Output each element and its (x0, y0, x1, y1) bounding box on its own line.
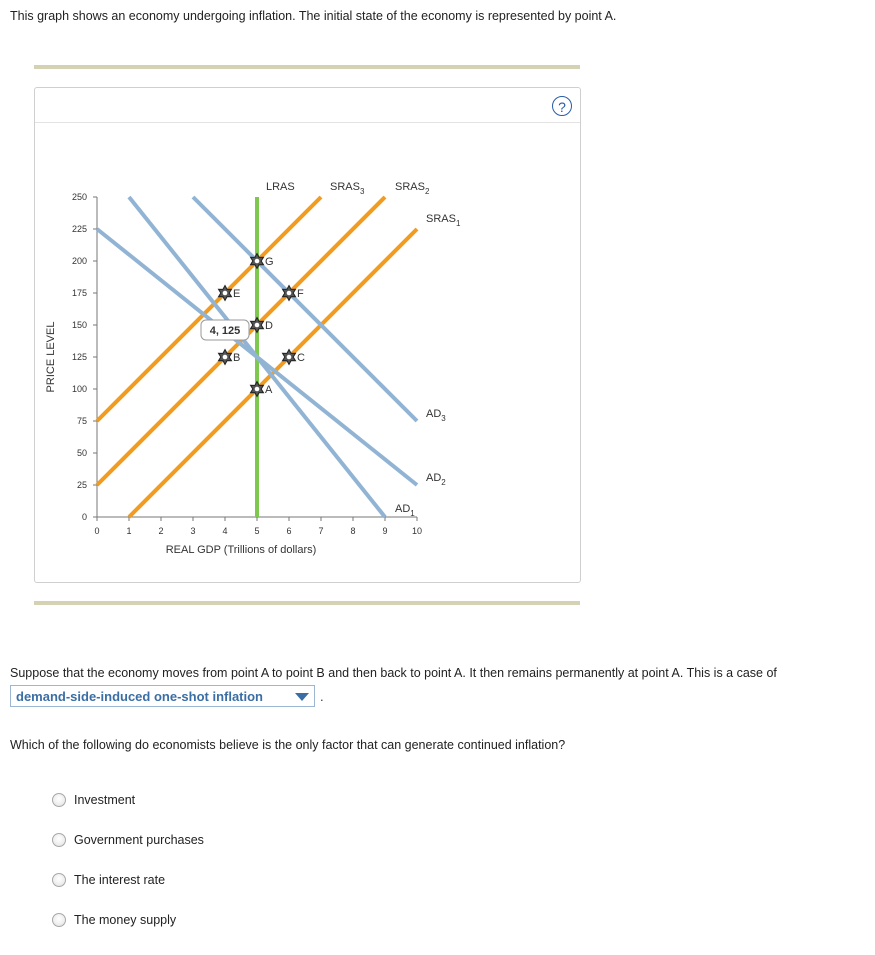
x-tick-label: 6 (286, 526, 292, 536)
x-tick-label: 8 (350, 526, 356, 536)
y-tick-label: 100 (71, 384, 87, 394)
x-tick-label: 2 (158, 526, 164, 536)
y-tick-label: 175 (71, 288, 87, 298)
x-tick-label: 10 (411, 526, 423, 536)
y-tick-label: 225 (71, 224, 87, 234)
point-a-label: A (265, 384, 273, 396)
y-tick-label: 0 (81, 512, 87, 522)
option-label: Government purchases (74, 833, 204, 847)
curve-sras3 (97, 197, 321, 421)
radio-government-purchases[interactable] (52, 833, 66, 847)
y-tick-label: 250 (71, 192, 87, 202)
x-tick-label: 3 (190, 526, 196, 536)
point-c-label: C (297, 352, 305, 364)
point-b-center (223, 355, 228, 360)
x-tick-label: 0 (94, 526, 100, 536)
x-tick-label: 1 (126, 526, 132, 536)
radio-interest-rate[interactable] (52, 873, 66, 887)
point-e-center (223, 291, 228, 296)
curve-sras2 (97, 197, 385, 485)
radio-investment[interactable] (52, 793, 66, 807)
label-lras: LRAS (266, 181, 295, 193)
label-sras3: $SRAS_3$ (330, 181, 365, 196)
label-sras1: $SRAS_1$ (426, 213, 461, 228)
question1-text: Suppose that the economy moves from point A to point B and then back to point A. It then remains permanently at point A. This is a case of (10, 666, 777, 680)
curve-ad3 (193, 197, 417, 421)
y-tick-label: 200 (71, 256, 87, 266)
option-label: The interest rate (74, 873, 166, 887)
x-tick-label: 5 (254, 526, 260, 536)
label-sras2: $SRAS_2$ (395, 181, 430, 196)
help-icon[interactable]: ? (552, 96, 572, 116)
intro-text: This graph shows an economy undergoing inflation. The initial state of the economy is represented by point A. (10, 9, 617, 23)
option-label: Investment (74, 793, 136, 807)
y-axis-label: PRICE LEVEL (45, 321, 57, 393)
chevron-down-icon (295, 693, 309, 701)
x-tick-label: 9 (382, 526, 388, 536)
point-a-center (255, 387, 260, 392)
dropdown-selected-value: demand-side-induced one-shot inflation (16, 689, 263, 704)
point-g-center (255, 259, 260, 264)
point-e-label: E (233, 288, 241, 300)
bottom-divider (34, 601, 580, 605)
point-c-center (287, 355, 292, 360)
y-tick-label: 75 (76, 416, 87, 426)
x-axis-label: REAL GDP (Trillions of dollars) (165, 544, 317, 556)
label-ad3: $AD_3$ (426, 408, 446, 423)
label-ad1: $AD_1$ (395, 503, 415, 518)
x-tick-label: 4 (222, 526, 228, 536)
y-tick-label: 25 (76, 480, 87, 490)
question1-period: . (320, 689, 324, 704)
curve-sras1 (129, 229, 417, 517)
y-tick-label: 50 (76, 448, 87, 458)
radio-money-supply[interactable] (52, 913, 66, 927)
x-tick-label: 7 (318, 526, 324, 536)
question2-text: Which of the following do economists believe is the only factor that can generate continued inflation? (10, 738, 566, 752)
coordinate-tooltip-text: 4, 125 (209, 325, 241, 337)
point-b-label: B (233, 352, 241, 364)
y-tick-label: 150 (71, 320, 87, 330)
label-ad2: $AD_2$ (426, 472, 446, 487)
y-tick-label: 125 (71, 352, 87, 362)
option-label: The money supply (74, 913, 177, 927)
top-divider (34, 65, 580, 69)
point-f-center (287, 291, 292, 296)
point-d-center (255, 323, 260, 328)
economy-graph[interactable] (34, 87, 579, 581)
inflation-type-dropdown[interactable] (10, 685, 315, 707)
point-d-label: D (265, 320, 273, 332)
point-g-label: G (265, 256, 274, 268)
point-f-label: F (297, 288, 304, 300)
